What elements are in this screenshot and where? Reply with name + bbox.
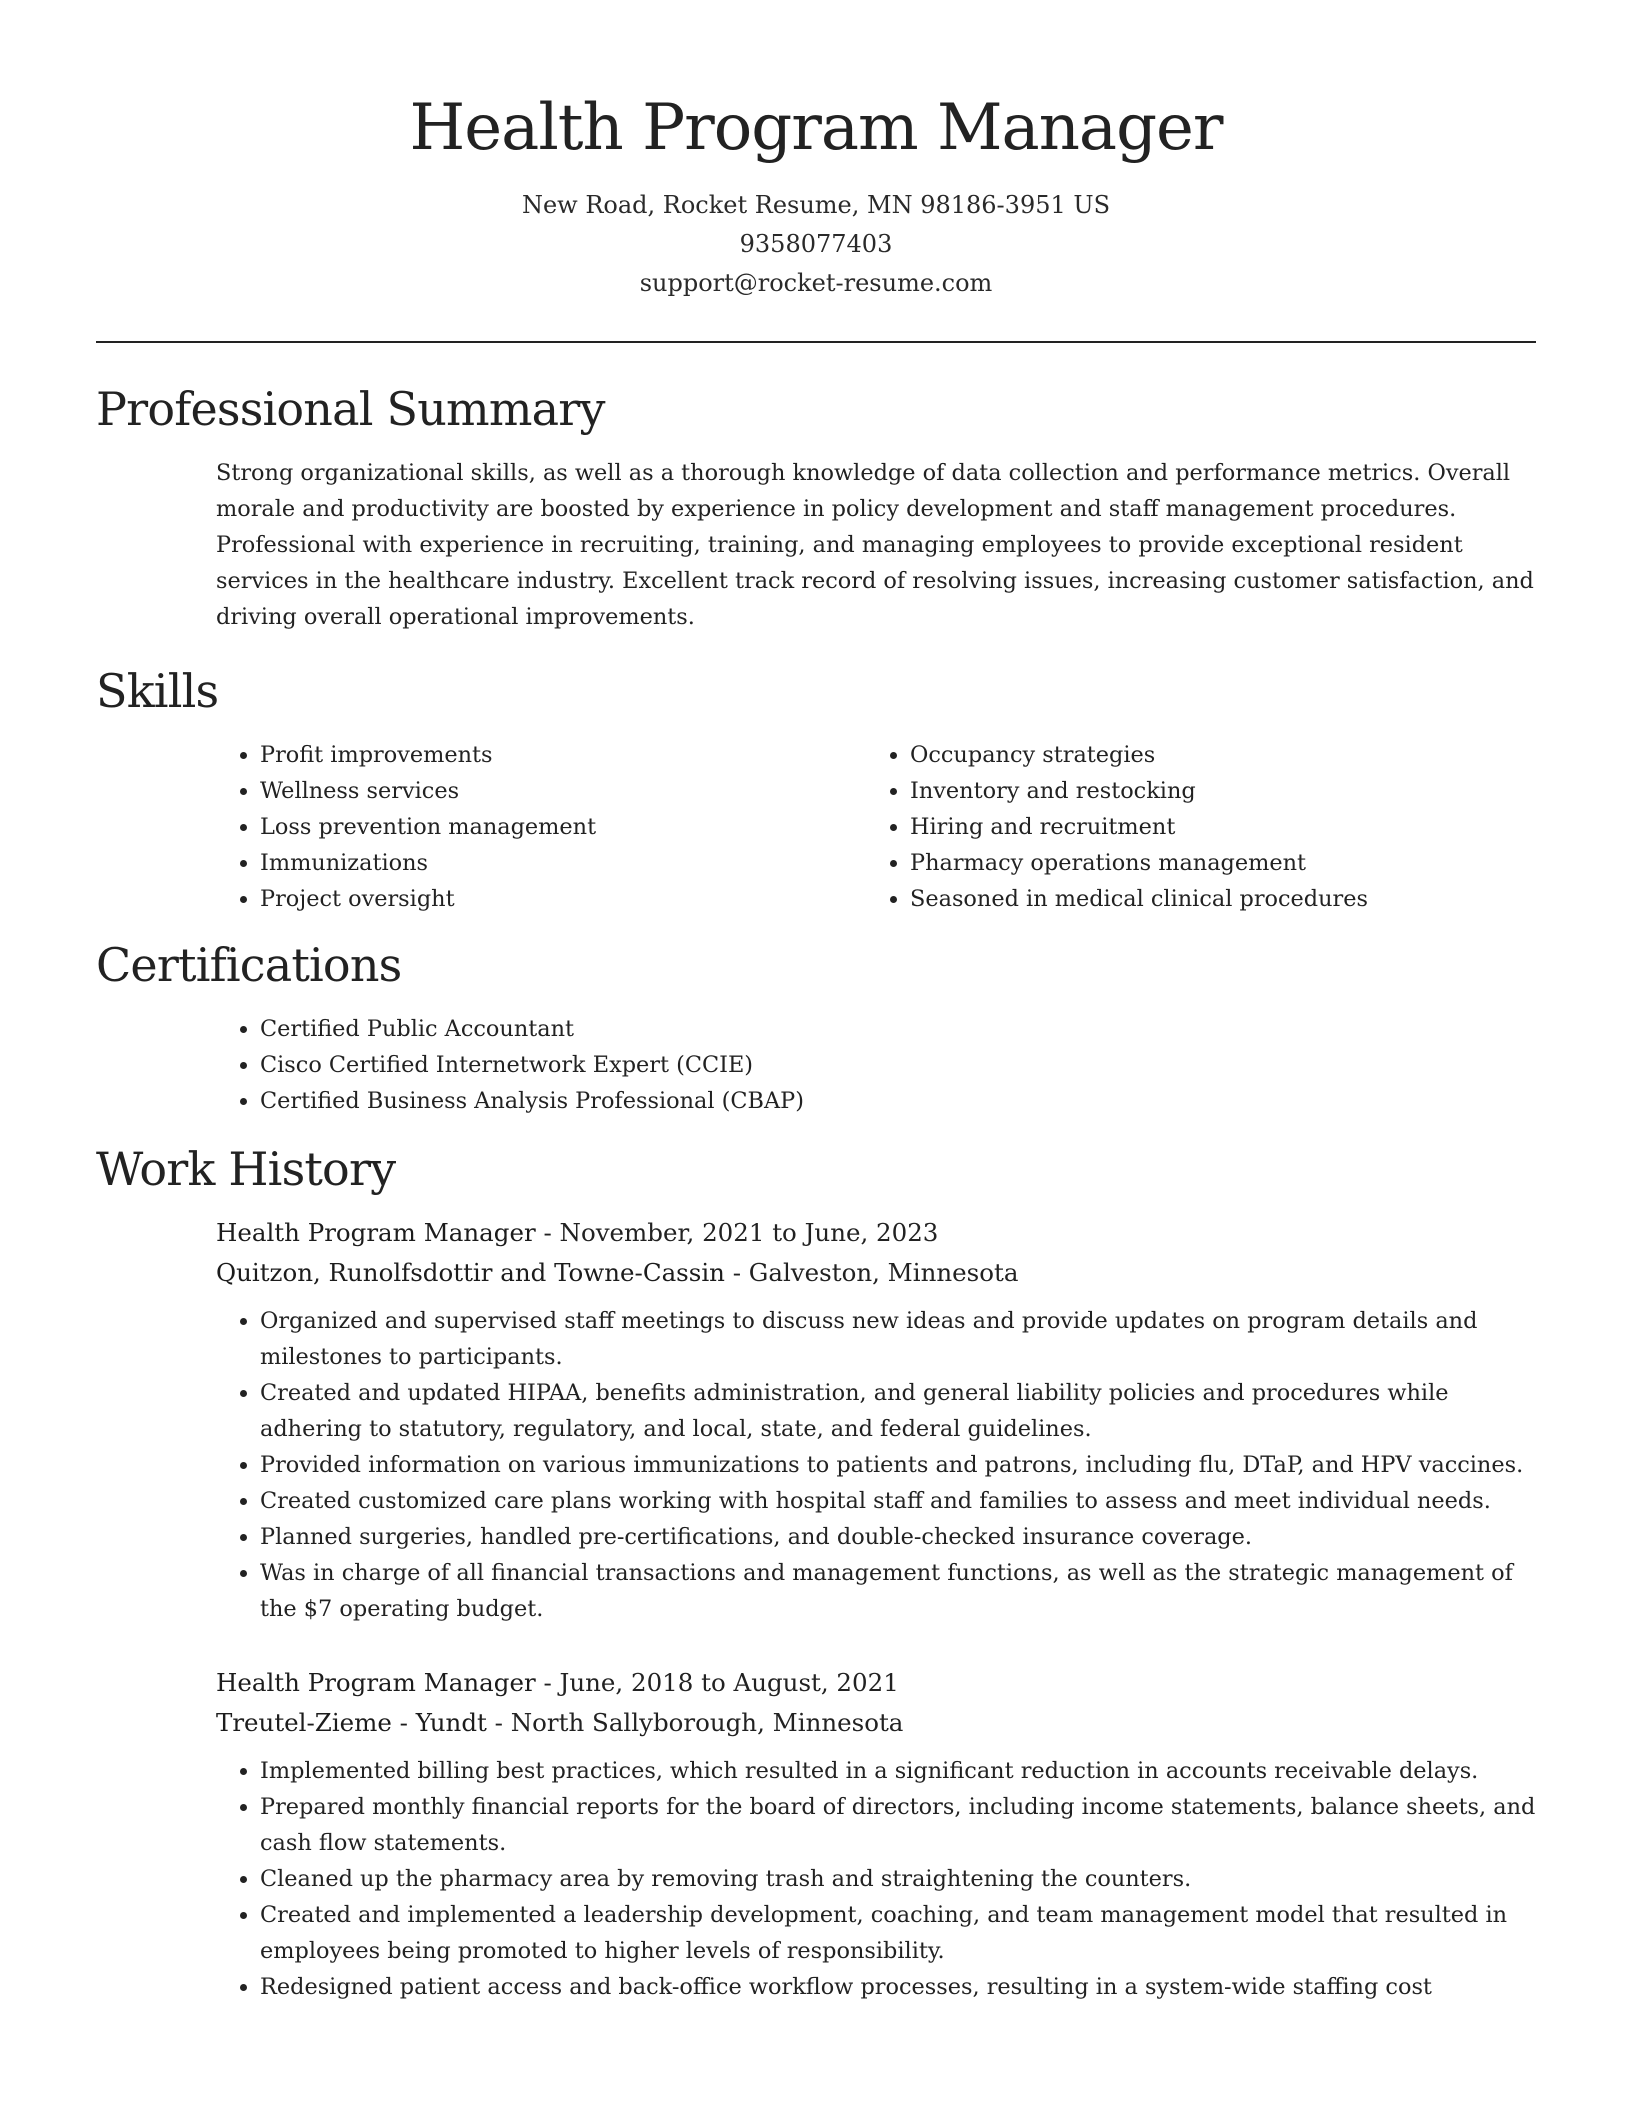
separator: - [535, 1218, 560, 1247]
job-bullets [216, 1303, 1536, 1627]
job-bullet: • Prepared monthly financial reports for the board of directors, including income statements, balance sheets, and cash flow statements. [260, 1789, 1536, 1861]
job-bullet: • Planned surgeries, handled pre-certifications, and double-checked insurance coverage. [260, 1519, 1536, 1555]
job-bullet: • Created and implemented a leadership development, coaching, and team management model that resulted in employees being promoted to higher levels of responsibility. [260, 1897, 1536, 1969]
skill-item: • Inventory and restocking [910, 773, 1516, 809]
contact-address: New Road, Rocket Resume, MN 98186-3951 US [521, 191, 1111, 219]
job-bullet: • Implemented billing best practices, which resulted in a significant reduction in accounts receivable delays. [260, 1753, 1536, 1789]
resume-name: Health Program Manager [409, 91, 1223, 165]
certifications-list [216, 1011, 1536, 1119]
certifications-heading: Certifications [96, 938, 402, 992]
job-company: Treutel-Zieme - Yundt [216, 1708, 487, 1737]
work-history-section [96, 1139, 1536, 2005]
job-bullets [216, 1753, 1536, 2005]
job-entry [216, 1213, 1536, 1627]
summary-heading: Professional Summary [96, 382, 605, 436]
certification-item: • Cisco Certified Internetwork Expert (CCIE) [260, 1047, 1536, 1083]
separator: - [486, 1708, 511, 1737]
skills-columns [216, 737, 1536, 917]
contact-phone: 9358077403 [739, 230, 893, 258]
job-bullet: • Redesigned patient access and back-office workflow processes, resulting in a system-wide staffing cost [260, 1969, 1536, 2005]
job-bullet: • Cleaned up the pharmacy area by removing trash and straightening the counters. [260, 1861, 1536, 1897]
resume-page [96, 0, 1536, 2005]
contact-block [96, 186, 1536, 303]
skill-item: • Immunizations [260, 845, 866, 881]
skills-list-right [866, 737, 1516, 917]
job-company-line [216, 1703, 1536, 1743]
job-entry [216, 1663, 1536, 2005]
job-bullet: • Created and updated HIPAA, benefits administration, and general liability policies and procedures while adhering to statutory, regulatory, and local, state, and federal guidelines. [260, 1375, 1536, 1447]
summary-text: Strong organizational skills, as well as a thorough knowledge of data collection and performance metrics. Overall morale and productivity are boosted by experience in policy development and staff management procedures. Professional with experience in recruiting, training, and managing employees to provide exceptional resident services in the healthcare industry. Excellent track record of resolving issues, increasing customer satisfaction, and driving overall operational improvements. [216, 460, 1534, 630]
skill-item: • Occupancy strategies [910, 737, 1516, 773]
certifications-section [96, 935, 1536, 1119]
job-title: Health Program Manager [216, 1668, 536, 1697]
separator: - [535, 1668, 560, 1697]
certification-item: • Certified Business Analysis Professional (CBAP) [260, 1083, 1536, 1119]
job-bullet: • Created customized care plans working with hospital staff and families to assess and meet individual needs. [260, 1483, 1536, 1519]
job-location: Galveston, Minnesota [748, 1258, 1019, 1287]
skills-list-left [216, 737, 866, 917]
separator: - [724, 1258, 749, 1287]
skills-section [96, 661, 1536, 917]
job-company: Quitzon, Runolfsdottir and Towne-Cassin [216, 1258, 725, 1287]
job-title: Health Program Manager [216, 1218, 536, 1247]
job-bullet: • Provided information on various immunizations to patients and patrons, including flu, DTaP, and HPV vaccines. [260, 1447, 1536, 1483]
contact-email: support@rocket-resume.com [639, 269, 993, 297]
header-divider [96, 341, 1536, 343]
skill-item: • Pharmacy operations management [910, 845, 1516, 881]
skill-item: • Loss prevention management [260, 809, 866, 845]
job-bullet: • Was in charge of all financial transactions and management functions, as well as the strategic management of the $7 operating budget. [260, 1555, 1536, 1627]
job-bullet: • Organized and supervised staff meetings to discuss new ideas and provide updates on program details and milestones to participants. [260, 1303, 1536, 1375]
job-dates: June, 2018 to August, 2021 [559, 1668, 899, 1697]
skill-item: • Profit improvements [260, 737, 866, 773]
skill-item: • Wellness services [260, 773, 866, 809]
job-dates: November, 2021 to June, 2023 [559, 1218, 939, 1247]
job-title-line [216, 1663, 1536, 1703]
job-title-line [216, 1213, 1536, 1253]
skill-item: • Hiring and recruitment [910, 809, 1516, 845]
summary-section [96, 379, 1536, 635]
skill-item: • Project oversight [260, 881, 866, 917]
skill-item: • Seasoned in medical clinical procedures [910, 881, 1516, 917]
certification-item: • Certified Public Accountant [260, 1011, 1536, 1047]
job-company-line [216, 1253, 1536, 1293]
job-location: North Sallyborough, Minnesota [510, 1708, 904, 1737]
work-history-heading: Work History [96, 1142, 396, 1196]
skills-heading: Skills [96, 664, 219, 718]
